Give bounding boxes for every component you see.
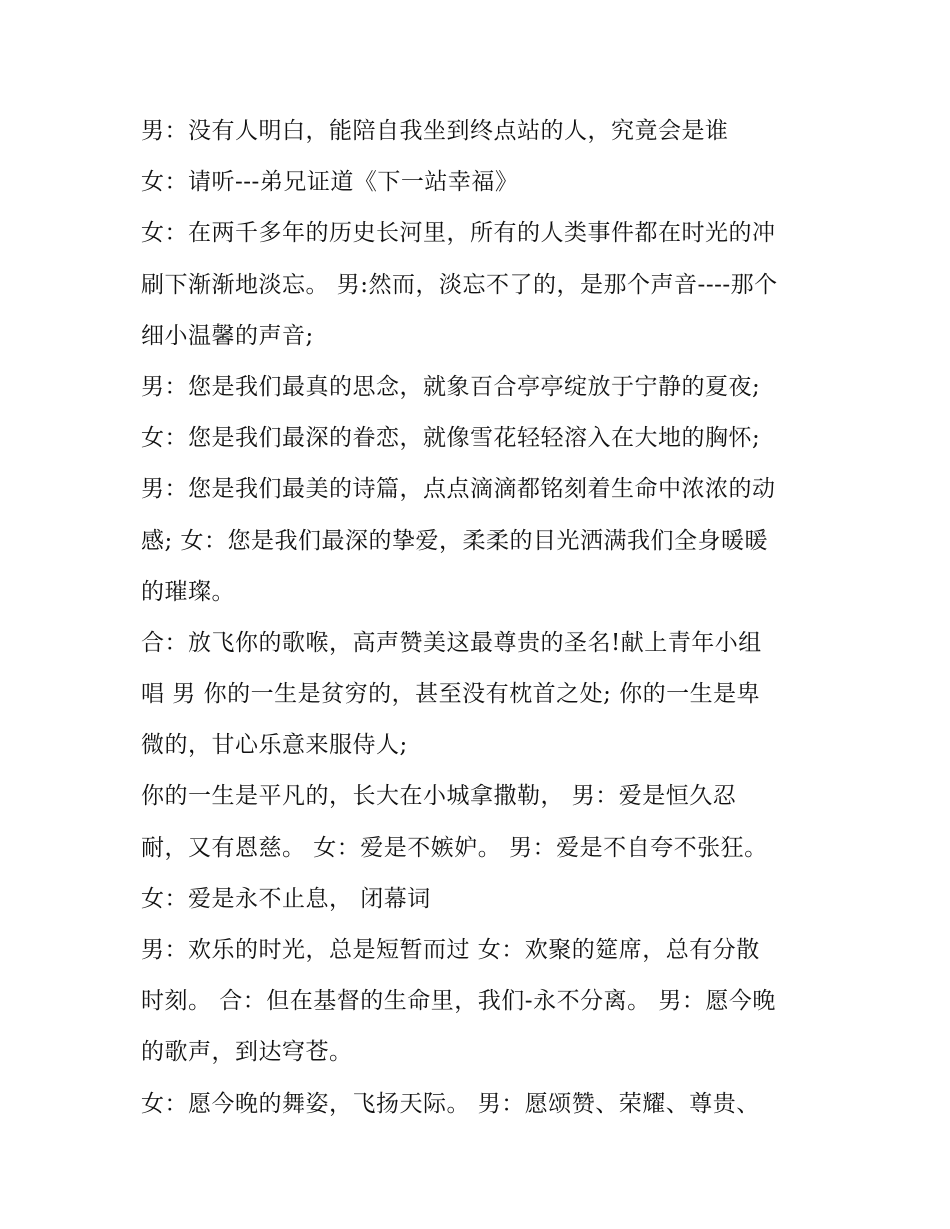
text-line: 女：您是我们最深的眷恋，就像雪花轻轻溶入在大地的胸怀; xyxy=(141,425,761,452)
text-line: 耐，又有恩慈。 女：爱是不嫉妒。 男：爱是不自夸不张狂。 xyxy=(141,834,768,861)
text-line: 时刻。 合：但在基督的生命里，我们-永不分离。 男：愿今晚 xyxy=(141,988,776,1015)
document-body xyxy=(141,106,841,1130)
text-line: 女：愿今晚的舞姿，飞扬天际。 男：愿颂赞、荣耀、尊贵、 xyxy=(141,1090,760,1117)
text-line: 女：爱是永不止息， 闭幕词 xyxy=(141,885,431,912)
text-line: 感; 女：您是我们最深的挚爱，柔柔的目光洒满我们全身暖暖 xyxy=(141,527,769,554)
text-line: 男：没有人明白，能陪自我坐到终点站的人，究竟会是谁 xyxy=(141,118,729,144)
text-line: 刷下渐渐地淡忘。 男:然而，淡忘不了的，是那个声音----那个 xyxy=(141,271,778,298)
text-line: 男：欢乐的时光，总是短暂而过 女：欢聚的筵席，总有分散 xyxy=(141,937,760,963)
text-line: 的璀璨。 xyxy=(141,578,235,605)
text-line: 男：您是我们最真的思念，就象百合亭亭绽放于宁静的夏夜; xyxy=(141,373,761,400)
text-line: 的歌声，到达穹苍。 xyxy=(141,1039,353,1066)
text-line: 微的，甘心乐意来服侍人; xyxy=(141,732,408,759)
text-line: 唱 男 你的一生是贫穷的，甚至没有枕首之处; 你的一生是卑 xyxy=(141,681,761,708)
text-line: 女：请听---弟兄证道《下一站幸福》 xyxy=(141,169,519,196)
text-line: 女：在两千多年的历史长河里，所有的人类事件都在时光的冲 xyxy=(141,220,776,247)
text-line: 合：放飞你的歌喉，高声赞美这最尊贵的圣名!献上青年小组 xyxy=(141,629,762,656)
text-line: 男：您是我们最美的诗篇，点点滴滴都铭刻着生命中浓浓的动 xyxy=(141,476,776,503)
text-line: 细小温馨的声音; xyxy=(141,322,314,349)
text-line: 你的一生是平凡的，长大在小城拿撒勒， 男：爱是恒久忍 xyxy=(141,783,737,810)
